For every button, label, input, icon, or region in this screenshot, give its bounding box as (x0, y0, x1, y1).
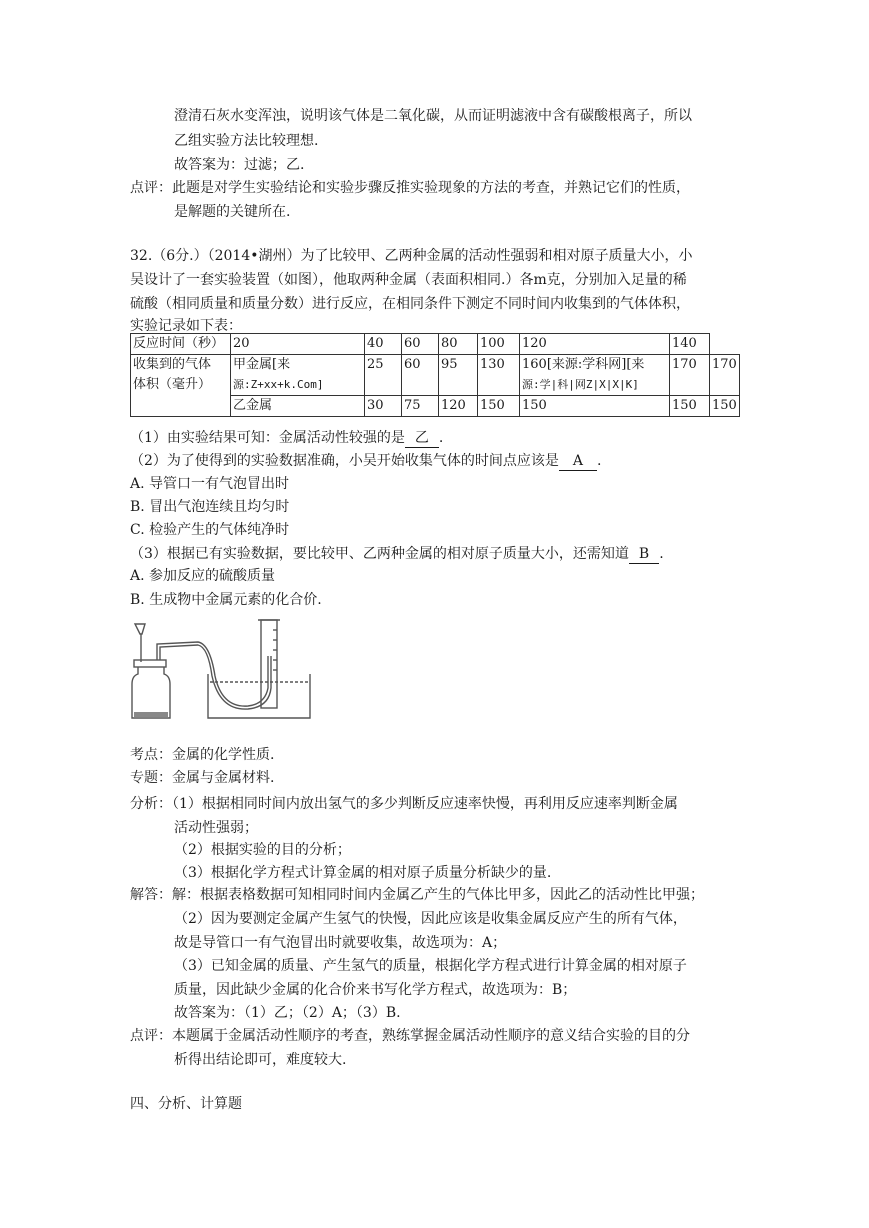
zhuanti: 专题：金属与金属材料. (130, 770, 275, 786)
dianping-line-1: 点评：本题属于金属活动性顺序的考查，熟练掌握金属活动性顺序的意义结合实验的目的分 (130, 1028, 690, 1044)
table-row (131, 334, 740, 355)
sub-3-suffix: . (659, 546, 664, 562)
volume-header-line-2: 体积（毫升） (133, 377, 212, 392)
metal-b-value: 150 (670, 396, 710, 417)
q32-line-4: 实验记录如下表： (130, 318, 242, 334)
dianping-line-2: 析得出结论即可，难度较大. (174, 1052, 347, 1068)
q32-line-1: 32.（6分.）（2014•湖州）为了比较甲、乙两种金属的活动性强弱和相对原子质量大小，小 (130, 248, 693, 264)
funnel-icon (135, 624, 145, 634)
record-table (130, 333, 740, 417)
sub-3-text: （3）根据已有实验数据，要比较甲、乙两种金属的相对原子质量大小，还需知道 (130, 546, 629, 562)
fenxi-line-3: （2）根据实验的目的分析； (174, 842, 351, 858)
sub-2-option-b: B. 冒出气泡连续且均匀时 (130, 499, 290, 515)
fenxi-line-4: （3）根据化学方程式计算金属的相对原子质量分析缺少的量. (174, 865, 552, 881)
section-4-heading: 四、分析、计算题 (130, 1096, 242, 1112)
metal-a-v5-line-2: 源:学|科|网Z|X|X|K] (522, 378, 639, 391)
sub-2-answer: A (559, 453, 597, 471)
volume-header (131, 355, 231, 417)
metal-a-value-120 (520, 355, 670, 396)
jieda-line-4: （3）已知金属的质量、产生氢气的质量，根据化学方程式进行计算金属的相对原子 (174, 958, 687, 974)
empty-cell (710, 334, 740, 355)
kaodian: 考点：金属的化学性质. (130, 747, 275, 763)
intro-answer: 故答案为：过滤；乙. (174, 157, 305, 173)
metal-b-label: 乙金属 (231, 396, 365, 417)
apparatus-illustration (130, 616, 315, 722)
metal-b-value: 75 (402, 396, 439, 417)
metal-a-value: 95 (439, 355, 478, 396)
metal-b-value: 150 (520, 396, 670, 417)
sub-1-answer: 乙 (405, 430, 439, 448)
time-cell: 140 (670, 334, 710, 355)
metal-a-label-line-1: 甲金属[来 (233, 357, 291, 372)
metal-a-v5-line-1: 160[来源:学科网][来 (522, 357, 645, 372)
time-cell: 60 (402, 334, 439, 355)
time-cell: 40 (365, 334, 402, 355)
metal-b-value: 30 (365, 396, 402, 417)
review-1-line-2: 是解题的关键所在. (174, 204, 291, 220)
fenxi-line-2: 活动性强弱； (174, 820, 258, 836)
metal-a-value: 170 (710, 355, 740, 396)
time-cell: 20 (231, 334, 365, 355)
q32-line-2: 吴设计了一套实验装置（如图），他取两种金属（表面积相同.）各m克，分别加入足量的稀 (130, 272, 687, 288)
table-row (131, 355, 740, 396)
q32-line-3: 硫酸（相同质量和质量分数）进行反应，在相同条件下测定不同时间内收集到的气体体积， (130, 296, 690, 312)
sub-2-text: （2）为了使得到的实验数据准确，小吴开始收集气体的时间点应该是 (130, 453, 559, 469)
sub-question-1 (130, 428, 443, 448)
metal-a-value: 170 (670, 355, 710, 396)
bottle-icon (132, 667, 170, 718)
intro-line-1: 澄清石灰水变浑浊，说明该气体是二氧化碳，从而证明滤液中含有碳酸根离子，所以 (174, 108, 692, 124)
jieda-line-1: 解答：解：根据表格数据可知相同时间内金属乙产生的气体比甲多，因此乙的活动性比甲强； (130, 887, 704, 903)
delivery-tube-icon (157, 642, 268, 706)
time-cell: 80 (439, 334, 478, 355)
sub-1-suffix: . (438, 430, 444, 446)
sub-2-option-c: C. 检验产生的气体纯净时 (130, 522, 290, 538)
jieda-line-2: （2）因为要测定金属产生氢气的快慢，因此应该是收集金属反应产生的所有气体， (174, 911, 687, 927)
time-cell: 100 (478, 334, 520, 355)
sub-question-2 (130, 451, 601, 471)
metal-a-label-line-2: 源:Z+xx+k.Com] (233, 378, 324, 391)
review-1-line-1 (130, 178, 690, 198)
time-cell: 120 (520, 334, 670, 355)
sub-3-option-b: B. 生成物中金属元素的化合价. (130, 592, 322, 608)
sub-1-text: （1）由实验结果可知：金属活动性较强的是 (130, 430, 405, 446)
jieda-line-3: 故是导管口一有气泡冒出时就要收集，故选项为：A； (174, 935, 507, 951)
metal-b-value: 150 (478, 396, 520, 417)
review-1-text: 此题是对学生实验结论和实验步骤反推实验现象的方法的考查，并熟记它们的性质， (172, 180, 690, 196)
sub-2-option-a: A. 导管口一有气泡冒出时 (130, 476, 290, 492)
sub-question-3 (130, 544, 664, 564)
jieda-line-6: 故答案为：（1）乙；（2）A；（3）B. (174, 1005, 401, 1021)
review-1-label: 点评： (130, 180, 172, 196)
volume-header-line-1: 收集到的气体 (133, 357, 212, 372)
sub-3-answer: B (629, 546, 659, 564)
metal-b-value: 120 (439, 396, 478, 417)
fenxi-line-1: 分析：（1）根据相同时间内放出氢气的多少判断反应速率快慢，再利用反应速率判断金属 (130, 796, 678, 812)
metal-a-value: 60 (402, 355, 439, 396)
sub-3-option-a: A. 参加反应的硫酸质量 (130, 568, 276, 584)
metal-b-value: 150 (710, 396, 740, 417)
intro-line-2: 乙组实验方法比较理想. (174, 133, 319, 149)
metal-a-label (231, 355, 365, 396)
metal-a-value: 130 (478, 355, 520, 396)
metal-a-value: 25 (365, 355, 402, 396)
sub-2-suffix: . (597, 453, 602, 469)
time-header: 反应时间（秒） (131, 334, 231, 355)
jieda-line-5: 质量，因此缺少金属的化合价来书写化学方程式，故选项为：B； (174, 982, 577, 998)
